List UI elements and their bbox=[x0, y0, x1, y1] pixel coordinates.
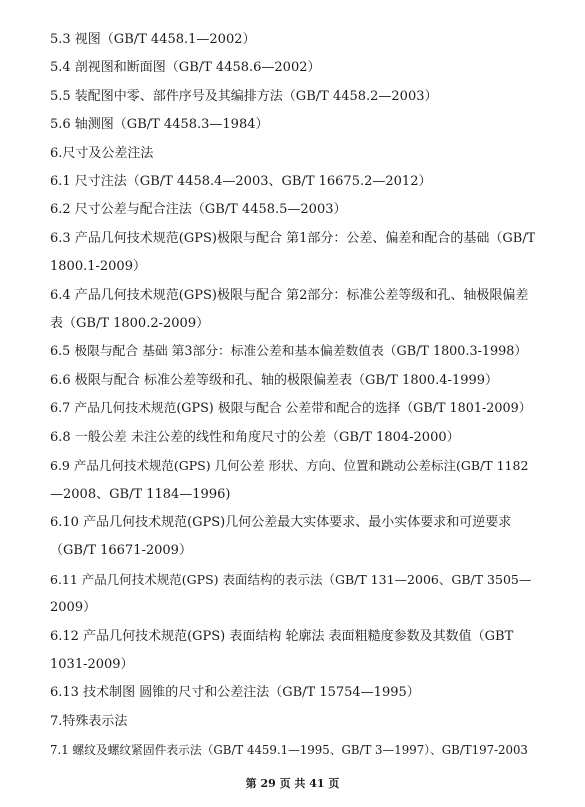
page-number-footer: 第 29 页 共 41 页 bbox=[245, 777, 340, 790]
text-line: 2009） bbox=[50, 600, 97, 616]
text-line: 6.8 一般公差 未注公差的线性和角度尺寸的公差（GB/T 1804-2000） bbox=[50, 429, 460, 445]
text-line: 6.6 极限与配合 标准公差等级和孔、轴的极限偏差表（GB/T 1800.4-1999） bbox=[50, 372, 499, 388]
text-line: 5.4 剖视图和断面图（GB/T 4458.6—2002） bbox=[50, 60, 321, 76]
text-line: 6.5 极限与配合 基础 第3部分：标准公差和基本偏差数值表（GB/T 1800.3-1998） bbox=[50, 344, 528, 360]
text-line: 表（GB/T 1800.2-2009） bbox=[50, 316, 210, 332]
text-line: 1800.1-2009） bbox=[50, 259, 146, 275]
text-line: 6.4 产品几何技术规范(GPS)极限与配合 第2部分：标准公差等级和孔、轴极限偏差 bbox=[50, 287, 529, 303]
text-line: 6.1 尺寸注法（GB/T 4458.4—2003、GB/T 16675.2—2012） bbox=[50, 174, 432, 190]
text-line: 6.13 技术制图 圆锥的尺寸和公差注法（GB/T 15754—1995） bbox=[50, 685, 420, 701]
text-line: 6.11 产品几何技术规范(GPS) 表面结构的表示法（GB/T 131—2006、GB/T 3505— bbox=[50, 571, 532, 587]
text-line: 5.6 轴测图（GB/T 4458.3—1984） bbox=[50, 117, 269, 133]
section-heading: 7.特殊表示法 bbox=[50, 713, 128, 729]
text-line: 6.12 产品几何技术规范(GPS) 表面结构 轮廓法 表面粗糙度参数及其数值（GBT bbox=[50, 628, 514, 644]
text-line: 5.3 视图（GB/T 4458.1—2002） bbox=[50, 32, 256, 47]
text-line: 5.5 装配图中零、部件序号及其编排方法（GB/T 4458.2—2003） bbox=[50, 88, 438, 104]
text-line: 6.7 产品几何技术规范(GPS) 极限与配合 公差带和配合的选择（GB/T 1801-2009） bbox=[50, 401, 532, 417]
text-line: 6.2 尺寸公差与配合注法（GB/T 4458.5—2003） bbox=[50, 202, 347, 218]
text-line: 7.1 螺纹及螺纹紧固件表示法（GB/T 4459.1—1995、GB/T 3—1997）、GB/T197-2003 bbox=[50, 743, 528, 758]
text-line: 6.9 产品几何技术规范(GPS) 几何公差 形状、方向、位置和跳动公差标注(GB/T 1182 bbox=[50, 458, 529, 474]
text-line: 1031-2009） bbox=[50, 656, 134, 672]
text-line: 6.3 产品几何技术规范(GPS)极限与配合 第1部分：公差、偏差和配合的基础（GB/T bbox=[50, 230, 535, 246]
text-line: （GB/T 16671-2009） bbox=[50, 543, 192, 559]
page-content bbox=[50, 26, 535, 765]
text-line: —2008、GB/T 1184—1996) bbox=[50, 486, 231, 502]
text-line: 6.10 产品几何技术规范(GPS)几何公差最大实体要求、最小实体要求和可逆要求 bbox=[50, 514, 512, 530]
section-heading: 6.尺寸及公差注法 bbox=[50, 145, 154, 161]
